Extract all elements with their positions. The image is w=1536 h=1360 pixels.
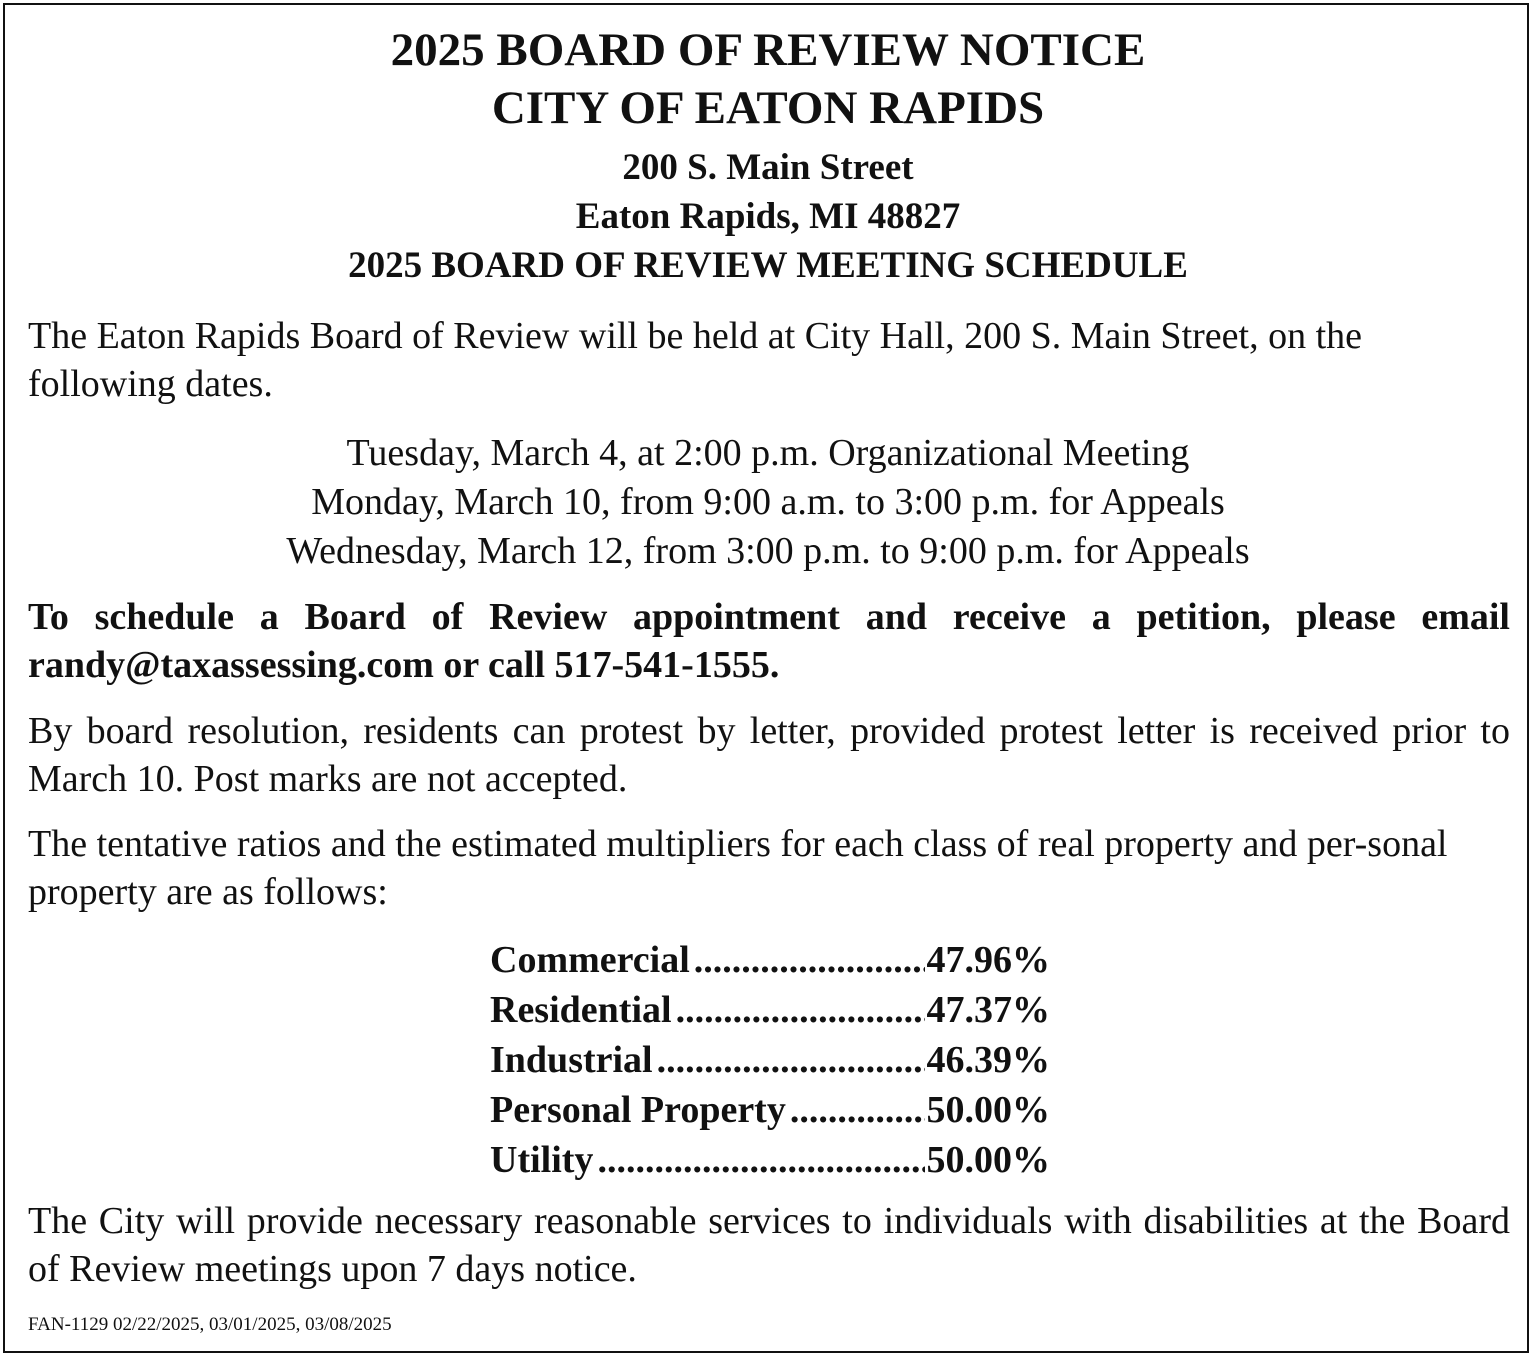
ratio-value: 47.37% xyxy=(926,989,1050,1031)
ratio-label: Residential xyxy=(490,989,672,1031)
ratio-row xyxy=(490,935,1050,985)
publication-footer: FAN-1129 02/22/2025, 03/01/2025, 03/08/2025 xyxy=(28,1314,392,1335)
ratio-row xyxy=(490,985,1050,1035)
ratio-leader-dots xyxy=(657,1035,925,1085)
ratio-value: 46.39% xyxy=(926,1039,1050,1081)
meeting-item: Wednesday, March 12, from 3:00 p.m. to 9:00 p.m. for Appeals xyxy=(286,530,1250,572)
ratio-label: Personal Property xyxy=(490,1089,786,1131)
ratio-leader-dots xyxy=(676,985,925,1035)
ratio-label: Utility xyxy=(490,1139,594,1181)
protest-paragraph: By board resolution, residents can protest by letter, provided protest letter is received prior to March 10. Post marks are not accepted. xyxy=(28,710,1510,800)
ratios-list xyxy=(490,935,1050,1185)
address-city: Eaton Rapids, MI 48827 xyxy=(575,196,961,237)
ratio-label: Industrial xyxy=(490,1039,653,1081)
ratio-label: Commercial xyxy=(490,939,690,981)
ratios-intro-paragraph: The tentative ratios and the estimated multipliers for each class of real property and per-sonal property are as follows: xyxy=(28,823,1448,913)
meeting-item: Monday, March 10, from 9:00 a.m. to 3:00 p.m. for Appeals xyxy=(311,481,1225,523)
schedule-heading: 2025 BOARD OF REVIEW MEETING SCHEDULE xyxy=(348,245,1188,286)
meeting-item: Tuesday, March 4, at 2:00 p.m. Organizational Meeting xyxy=(346,432,1190,474)
address-street: 200 S. Main Street xyxy=(622,147,914,188)
ratio-row xyxy=(490,1035,1050,1085)
city-title: CITY OF EATON RAPIDS xyxy=(491,82,1045,134)
ratio-value: 47.96% xyxy=(926,939,1050,981)
ratio-leader-dots xyxy=(790,1085,925,1135)
ratio-value: 50.00% xyxy=(926,1089,1050,1131)
ratio-value: 50.00% xyxy=(926,1139,1050,1181)
appointment-paragraph: To schedule a Board of Review appointment and receive a petition, please email randy@taxassessing.com or call 517-541-1555. xyxy=(28,596,1510,686)
notice-box xyxy=(3,3,1529,1353)
ratio-row xyxy=(490,1135,1050,1185)
ratio-leader-dots xyxy=(597,1135,924,1185)
ratio-row xyxy=(490,1085,1050,1135)
disabilities-paragraph: The City will provide necessary reasonable services to individuals with disabilities at the Board of Review meetings upon 7 days notice. xyxy=(28,1200,1510,1290)
notice-title: 2025 BOARD OF REVIEW NOTICE xyxy=(390,24,1146,76)
intro-paragraph: The Eaton Rapids Board of Review will be held at City Hall, 200 S. Main Street, on the following dates. xyxy=(28,315,1362,405)
ratio-leader-dots xyxy=(694,935,925,985)
